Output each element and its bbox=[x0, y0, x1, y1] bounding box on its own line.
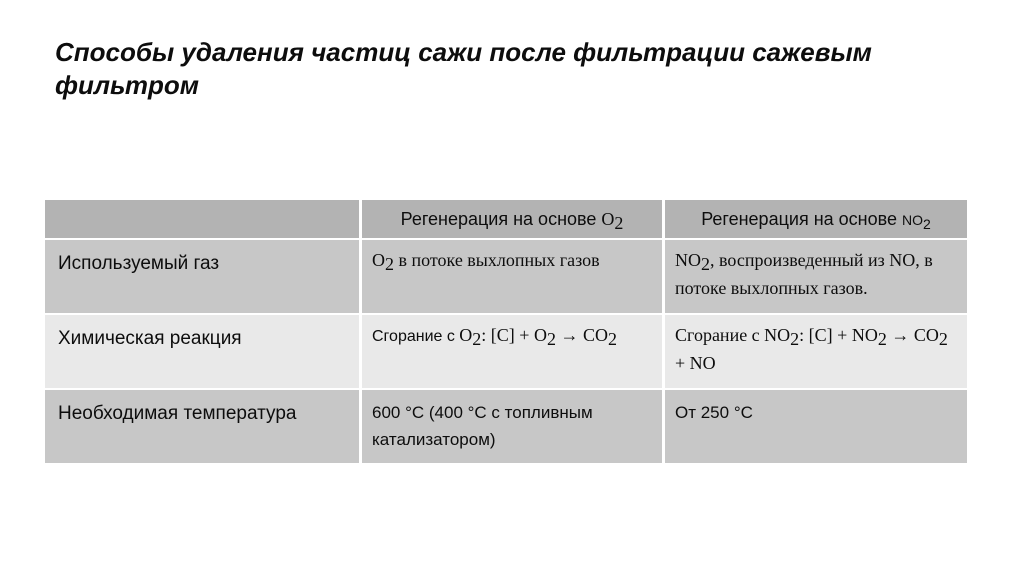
row-label-used-gas: Используемый газ bbox=[45, 238, 359, 313]
cell-used-gas-o2: $O_2$ в потоке выхлопных газов bbox=[359, 238, 662, 313]
regeneration-methods-table bbox=[45, 200, 967, 463]
header-cell-o2-regeneration: Регенерация на основе $O_2$ bbox=[359, 200, 662, 238]
header-cell-no2-regeneration: Регенерация на основе $NO_2$ bbox=[662, 200, 967, 238]
cell-temperature-no2: От 250 °C bbox=[662, 388, 967, 463]
table-row-required-temperature bbox=[45, 388, 967, 463]
header-cell-empty bbox=[45, 200, 359, 238]
cell-reaction-no2: Сгорание с $NO_2$: $[C] + NO_2 \to CO_2$ + NO bbox=[662, 313, 967, 388]
cell-reaction-o2: Сгорание с $O_2$: $[C] + O_2 \to CO_2$ bbox=[359, 313, 662, 388]
table-header-row bbox=[45, 200, 967, 238]
table-row-used-gas bbox=[45, 238, 967, 313]
row-label-required-temperature: Необходимая температура bbox=[45, 388, 359, 463]
cell-used-gas-no2: $NO_2$, воспроизведенный из NO, в потоке выхлопных газов. bbox=[662, 238, 967, 313]
row-label-chemical-reaction: Химическая реакция bbox=[45, 313, 359, 388]
slide-title: Способы удаления частиц сажи после фильтрации сажевым фильтром bbox=[55, 37, 872, 100]
table-row-chemical-reaction bbox=[45, 313, 967, 388]
cell-temperature-o2: 600 °C (400 °C с топливным катализатором) bbox=[359, 388, 662, 463]
